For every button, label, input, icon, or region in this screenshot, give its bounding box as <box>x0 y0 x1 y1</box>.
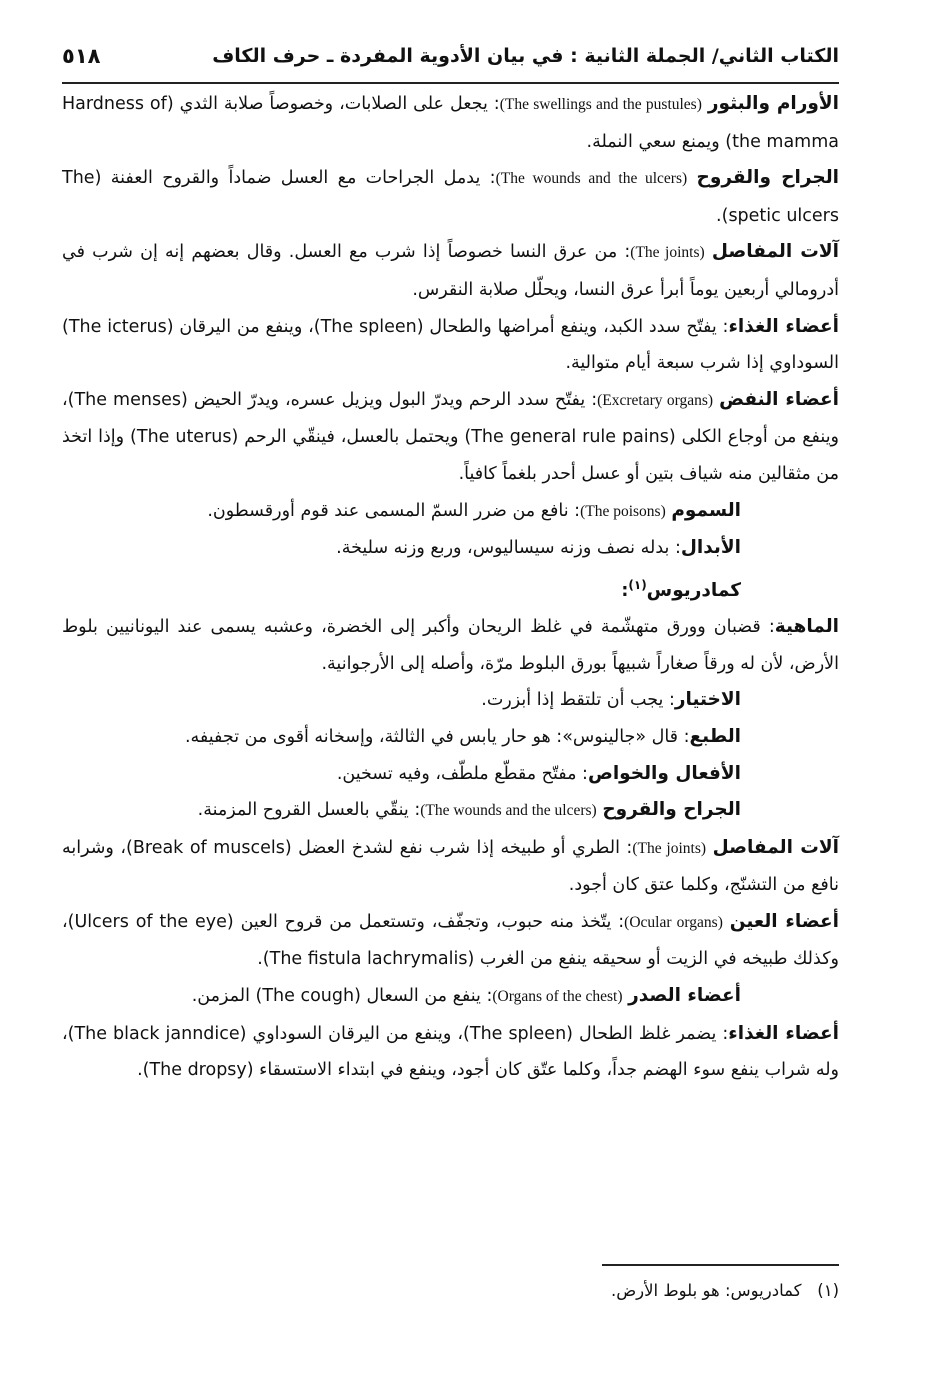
entry-text: : يدمل الجراحات مع العسل ضماداً والقروح العفنة (The spetic ulcers). <box>62 168 839 226</box>
english-gloss: (The joints) <box>632 839 707 857</box>
footnote-rule <box>602 1264 839 1266</box>
entry-term: آلات المفاصل <box>712 836 839 858</box>
footnote-text: كمادريوس: هو بلوط الأرض. <box>610 1281 802 1300</box>
entry-term: الأبدال <box>680 537 741 559</box>
english-gloss: (The poisons) <box>580 502 666 520</box>
entry-paragraph <box>62 792 839 830</box>
entry-term: السموم <box>671 499 741 521</box>
entry-paragraph <box>62 382 839 493</box>
english-gloss: (The wounds and the ulcers) <box>420 802 597 820</box>
entry-paragraph <box>62 493 839 531</box>
entry-text: : يجب أن تلتقط إذا أبزرت. <box>481 690 675 711</box>
entry-paragraph <box>62 234 839 308</box>
entry-term: كمادريوس <box>646 579 741 601</box>
entry-term: الجراح والقروح <box>696 167 839 189</box>
entry-paragraph <box>62 609 839 682</box>
english-gloss: (The joints) <box>630 244 705 262</box>
footnote-reference: (١) <box>628 577 647 592</box>
entry-text: : مفتّح مقطّع ملطّف، وفيه تسخين. <box>336 763 588 784</box>
entry-text: : الطري أو طبيخه إذا شرب نفع لشدخ العضل (Break of muscels)، وشرابه نافع من التشنّج، وكلما عتق كان أجود. <box>62 837 839 896</box>
entry-text: : قال «جالينوس»: هو حار يابس في الثالثة، وإسخانه أقوى من تجفيفه. <box>184 726 690 747</box>
english-gloss: (The swellings and the pustules) <box>499 96 702 113</box>
english-gloss: (The wounds and the ulcers) <box>495 170 688 188</box>
running-title: الكتاب الثاني/ الجملة الثانية : في بيان الأدوية المفردة ـ حرف الكاف <box>212 45 839 67</box>
entry-text: : ينقّي بالعسل القروح المزمنة. <box>197 800 421 821</box>
page-number: ٥١٨ <box>62 44 101 68</box>
entry-paragraph <box>62 530 839 567</box>
entry-term: أعضاء العين <box>729 910 839 932</box>
entry-text: : يتّخذ منه حبوب، وتجفّف، وتستعمل من قروح العين (Ulcers of the eye)، وكذلك طبيخه في الزيت أو سحيقه ينفع من الغرب (The fistula lachrymalis). <box>62 911 839 970</box>
entry-text: : يجعل على الصلابات، وخصوصاً صلابة الثدي (Hardness of the mamma) ويمنع سعي النملة. <box>62 94 839 152</box>
entry-paragraph <box>62 830 839 904</box>
entry-paragraph <box>62 1016 839 1089</box>
entry-text: : بدله نصف وزنه سيساليوس، وربع وزنه سليخة. <box>336 538 681 559</box>
page-body <box>62 86 839 1089</box>
entry-term: الجراح والقروح <box>602 799 741 821</box>
entry-paragraph <box>62 756 839 793</box>
entry-text: : نافع من ضرر السمّ المسمى عند قوم أورقسطون. <box>207 500 581 521</box>
page-header <box>62 30 839 84</box>
entry-term: الاختيار <box>674 689 741 711</box>
entry-text: : يضمر غلظ الطحال (The spleen)، وينفع من اليرقان السوداوي (The black janndice)، وله شراب ينفع سوء الهضم جداً، وكلما عتّق كان أجود، وينفع في ابتداء الاستسقاء (The dropsy). <box>62 1023 839 1081</box>
english-gloss: (Ocular organs) <box>624 913 723 931</box>
entry-text: : يفتّح سدد الرحم ويدرّ البول ويزيل عسره، ويدرّ الحيض (The menses)، وينفع من أوجاع الكلى (The general rule pains) ويحتمل بالعسل، فينقّي الرحم (The uterus) وإذا اتخذ من مثقالين منه شياف بتين أو عسل أحدر بلغماً كافياً. <box>62 389 840 484</box>
entry-heading <box>62 567 839 609</box>
entry-term: أعضاء الغذاء <box>728 1022 839 1044</box>
entry-term: الطبع <box>689 725 741 747</box>
entry-term: الأفعال والخواص <box>587 762 741 784</box>
english-gloss: (Organs of the chest) <box>492 988 623 1006</box>
entry-term: الماهية <box>774 616 839 638</box>
entry-paragraph <box>62 86 839 160</box>
footnote-marker: (١) <box>817 1281 839 1300</box>
entry-text: : قضبان وورق متهشّمة في غلظ الريحان وأكبر إلى الخضرة، وعشبه يسمى عند اليونانيين بلوط الأرض، لأن له ورقاً صغاراً شبيهاً بورق البلوط مرّة، وأصله إلى الأرجوانية. <box>62 617 839 674</box>
entry-paragraph <box>62 309 839 382</box>
entry-term: أعضاء الغذاء <box>728 315 840 337</box>
entry-term: آلات المفاصل <box>711 241 839 263</box>
entry-paragraph <box>62 719 839 756</box>
entry-text: : يفتّح سدد الكبد، وينفع أمراضها والطحال (The spleen)، وينفع من اليرقان (The icterus) السوداوي إذا شرب سبعة أيام متوالية. <box>62 316 839 374</box>
entry-text: : ينفع من السعال (The cough) المزمن. <box>191 986 493 1007</box>
entry-term: أعضاء النفض <box>719 388 839 410</box>
entry-paragraph <box>62 978 839 1016</box>
entry-text: : <box>621 580 629 601</box>
entry-term: أعضاء الصدر <box>628 985 741 1007</box>
entry-term: الأورام والبثور <box>707 93 840 114</box>
entry-paragraph <box>62 682 839 719</box>
entry-text: : من عرق النسا خصوصاً إذا شرب مع العسل. وقال بعضهم إنه إن شرب في أدرومالي أربعين يوماً أبرأ عرق النسا، ويحلّل صلابة النقرس. <box>62 242 839 300</box>
footnote <box>239 1276 839 1306</box>
entry-paragraph <box>62 904 839 978</box>
english-gloss: (Excretary organs) <box>597 391 714 409</box>
entry-paragraph <box>62 160 839 234</box>
